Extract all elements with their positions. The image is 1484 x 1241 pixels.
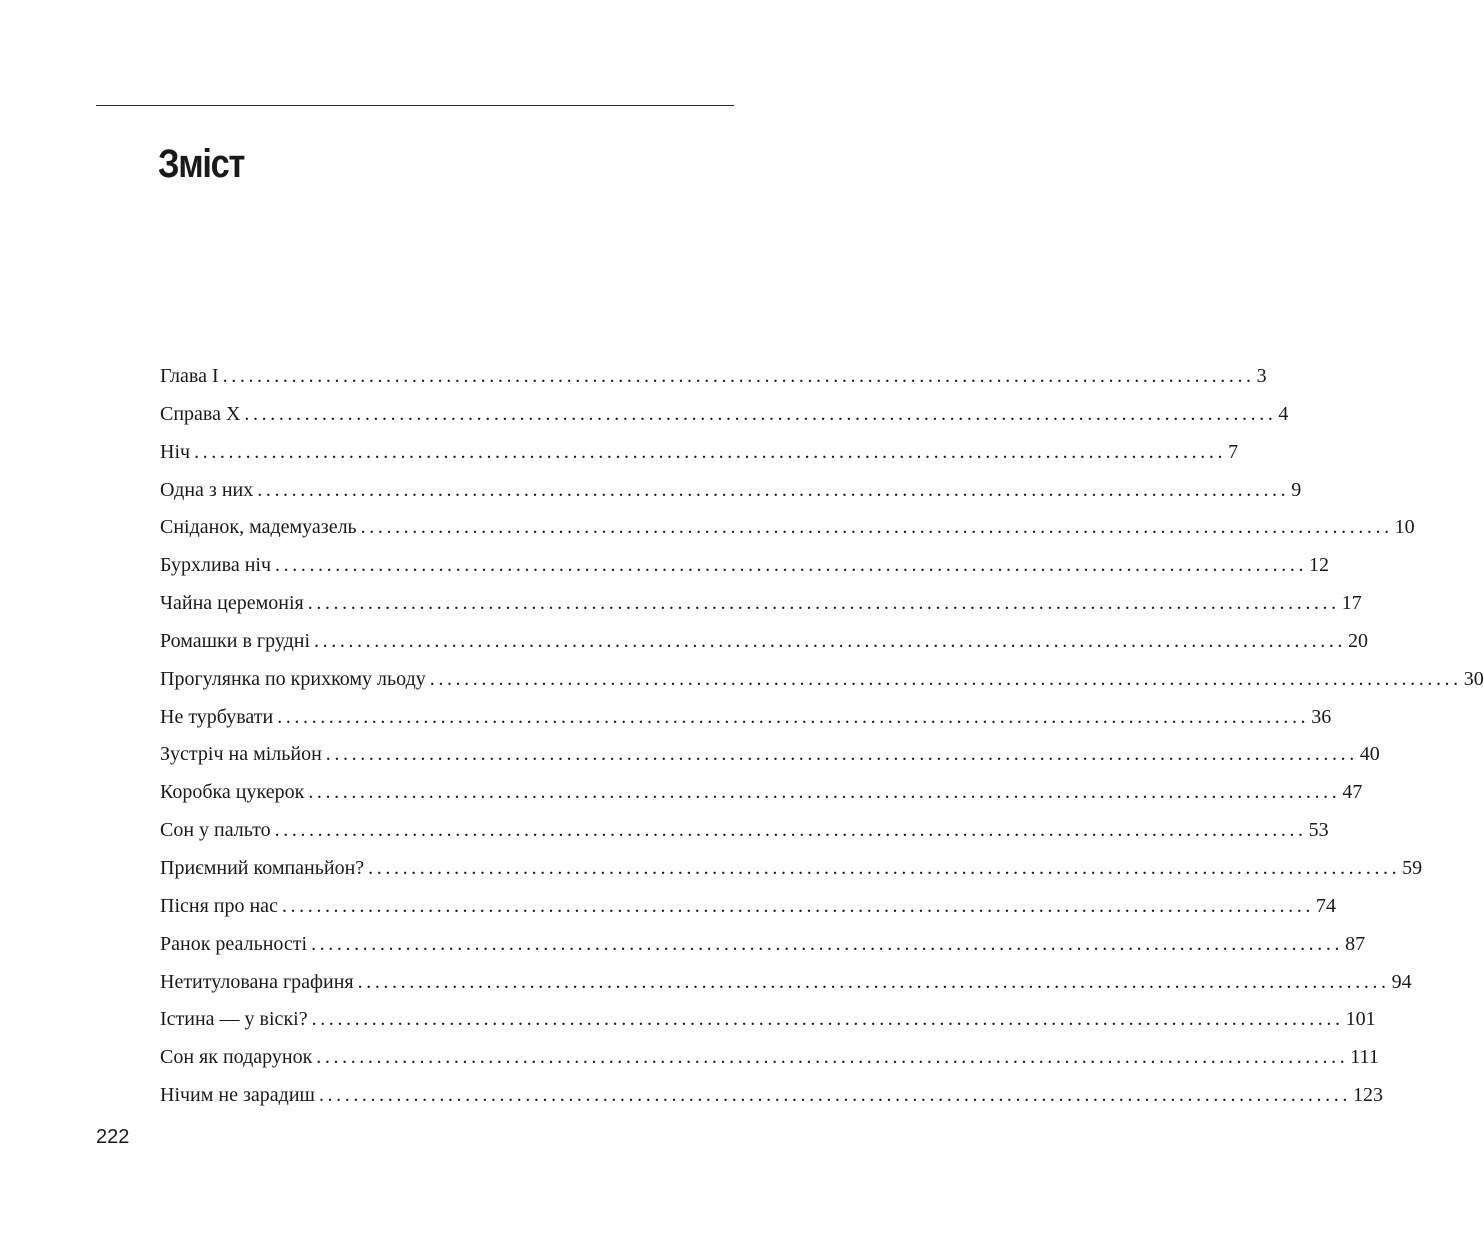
dot-leader: ........................................................................................................................ [275, 554, 1308, 577]
dot-leader: ........................................................................................................................ [316, 1046, 1349, 1069]
dot-leader: ........................................................................................................................ [318, 1084, 1351, 1107]
toc-entry-page: 7 [1228, 440, 1239, 463]
header-rule [96, 105, 734, 106]
toc-entry-page: 111 [1350, 1046, 1379, 1069]
page-number: 222 [96, 1126, 130, 1148]
toc-entry-title: Сон як подарунок [160, 1046, 313, 1069]
toc-entry-page: 87 [1345, 932, 1366, 955]
toc-entry[interactable] [160, 1001, 1376, 1039]
toc-entry-page: 17 [1341, 592, 1362, 615]
toc-entry-title: Сон у пальто [160, 819, 271, 842]
toc-entry[interactable] [160, 736, 1380, 774]
toc-entry-title: Ранок реальності [160, 932, 308, 955]
toc-entry-page: 74 [1315, 894, 1336, 917]
toc-entry-title: Нетитулована графиня [160, 970, 354, 993]
dot-leader: ........................................................................................................................ [194, 440, 1227, 463]
dot-leader: ........................................................................................................................ [281, 894, 1314, 917]
dot-leader: ........................................................................................................................ [357, 970, 1390, 993]
toc-entry-title: Чайна церемонія [160, 592, 304, 615]
toc-entry-title: Коробка цукерок [160, 781, 305, 804]
toc-entry[interactable] [160, 964, 1412, 1002]
toc-entry-title: Бурхлива ніч [160, 554, 272, 577]
toc-entry-page: 3 [1256, 365, 1267, 387]
toc-entry-title: Не турбувати [160, 705, 274, 728]
toc-entry[interactable] [160, 926, 1366, 964]
toc-entry[interactable] [160, 547, 1330, 585]
toc-entry-page: 4 [1278, 402, 1289, 425]
dot-leader: ........................................................................................................................ [429, 667, 1462, 690]
dot-leader: ........................................................................................................................ [257, 478, 1290, 501]
toc-entry[interactable] [160, 888, 1336, 926]
toc-entry-title: Істина — у віскі? [160, 1008, 308, 1031]
toc-entry-page: 12 [1309, 554, 1330, 577]
dot-leader: ........................................................................................................................ [311, 1008, 1344, 1031]
dot-leader: ........................................................................................................................ [277, 705, 1310, 728]
toc-entry-title: Нічим не зарадиш [160, 1084, 315, 1107]
toc-entry[interactable] [160, 699, 1332, 737]
toc-entry-page: 59 [1402, 856, 1423, 879]
toc-entry-title: Прогулянка по крихкому льоду [160, 667, 426, 690]
dot-leader: ........................................................................................................................ [314, 629, 1347, 652]
dot-leader: ........................................................................................................................ [311, 932, 1344, 955]
toc-entry[interactable] [160, 850, 1423, 888]
toc-entry-title: Приємний компаньйон? [160, 856, 365, 879]
toc-entry[interactable] [160, 434, 1239, 472]
toc-entry-page: 53 [1308, 819, 1329, 842]
toc-entry-title: Одна з них [160, 478, 254, 501]
dot-leader: ........................................................................................................................ [368, 856, 1401, 879]
toc-entry-page: 40 [1359, 743, 1380, 766]
toc-entry-page: 20 [1348, 629, 1369, 652]
toc-entry-page: 123 [1352, 1084, 1383, 1107]
toc-entry-title: Сніданок, мадемуазель [160, 516, 357, 539]
dot-leader: ........................................................................................................................ [308, 781, 1341, 804]
toc-entry-page: 10 [1394, 516, 1415, 539]
toc-entry[interactable] [160, 1039, 1379, 1077]
toc-entry-title: Справа Х [160, 402, 241, 425]
toc-entry-title: Пісня про нас [160, 894, 278, 917]
toc-entry-title: Ромашки в грудні [160, 629, 311, 652]
toc-entry-page: 30 [1463, 667, 1484, 690]
toc-entry[interactable] [160, 623, 1369, 661]
page-title: Зміст [158, 142, 245, 186]
dot-leader: ........................................................................................................................ [307, 592, 1340, 615]
toc-entry[interactable] [160, 396, 1289, 434]
dot-leader: ........................................................................................................................ [244, 402, 1277, 425]
toc-entry[interactable] [160, 358, 1267, 396]
toc-entry[interactable] [160, 509, 1415, 547]
toc-entry-title: Ніч [160, 440, 191, 463]
toc-entry[interactable] [160, 812, 1329, 850]
dot-leader: ........................................................................................................................ [360, 516, 1393, 539]
toc-entry-page: 94 [1391, 970, 1412, 993]
dot-leader: ........................................................................................................................ [222, 365, 1255, 387]
toc-entry[interactable] [160, 661, 1484, 699]
toc-entry[interactable] [160, 774, 1363, 812]
toc-entry-title: Глава I [160, 365, 219, 387]
toc-entry-page: 101 [1345, 1008, 1376, 1031]
toc-entry[interactable] [160, 585, 1362, 623]
toc-entry-page: 36 [1311, 705, 1332, 728]
toc-entry-page: 9 [1291, 478, 1302, 501]
dot-leader: ........................................................................................................................ [274, 819, 1307, 842]
toc-entry-page: 47 [1342, 781, 1363, 804]
dot-leader: ........................................................................................................................ [325, 743, 1358, 766]
toc-entry-title: Зустріч на мільйон [160, 743, 322, 766]
toc-entry[interactable] [160, 1077, 1383, 1115]
toc-entry[interactable] [160, 472, 1302, 510]
table-of-contents [160, 358, 1484, 1115]
